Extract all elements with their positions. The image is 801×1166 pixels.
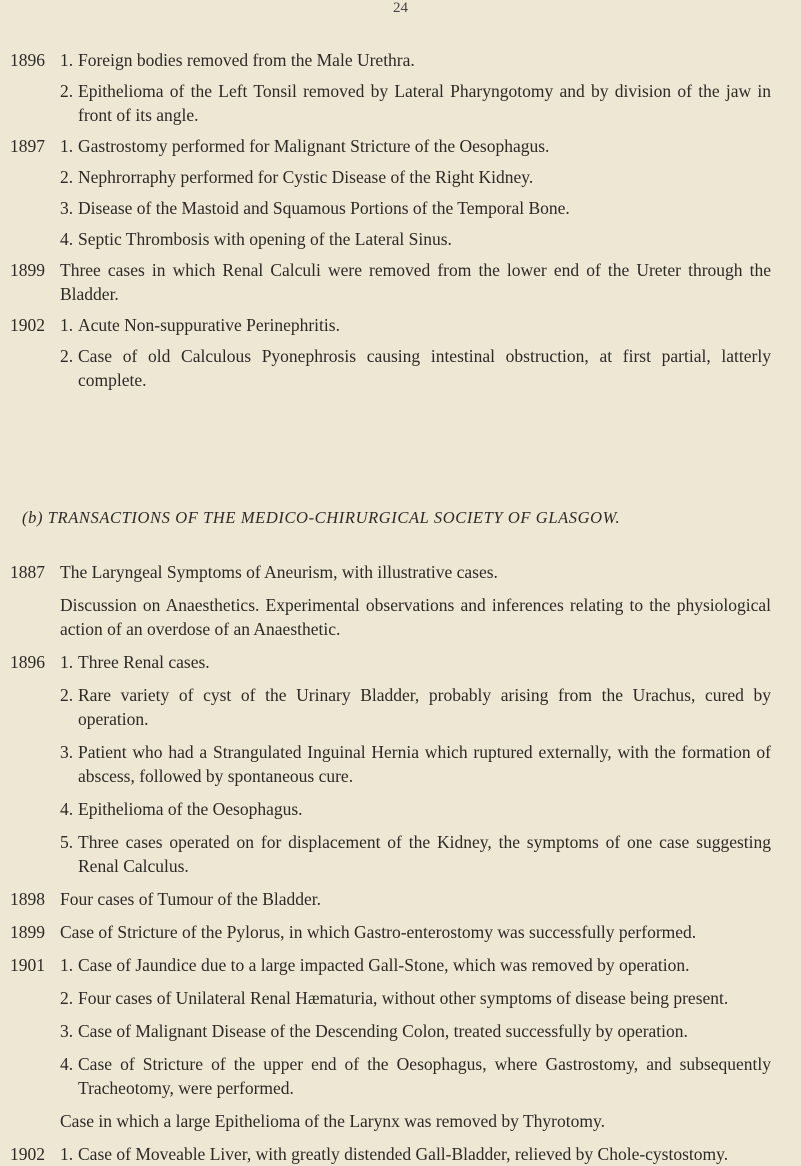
entry-year: 1899 bbox=[10, 922, 45, 942]
entry-number: 3. bbox=[60, 742, 74, 762]
entry-year bbox=[0, 740, 60, 788]
entry-text: Nephrorraphy performed for Cystic Disease of the Right Kidney. bbox=[78, 167, 534, 187]
entry-body bbox=[60, 344, 801, 392]
entry-text: Three cases operated on for displacement of the Kidney, the symptoms of one case suggesting Renal Calculus. bbox=[78, 832, 771, 876]
list-item bbox=[0, 134, 801, 158]
entry-body bbox=[60, 48, 801, 72]
list-item bbox=[0, 830, 801, 878]
entry-body bbox=[60, 1019, 801, 1043]
entry-text: Gastrostomy performed for Malignant Stricture of the Oesophagus. bbox=[78, 136, 550, 156]
entry-text: Four cases of Unilateral Renal Hæmaturia, without other symptoms of disease being present. bbox=[78, 988, 729, 1008]
entry-year: 1887 bbox=[10, 562, 45, 582]
entry-number: 2. bbox=[60, 988, 74, 1008]
list-item bbox=[0, 196, 801, 220]
list-item bbox=[0, 650, 801, 674]
list-item bbox=[0, 258, 801, 306]
entry-year: 1899 bbox=[10, 260, 45, 280]
entry-body bbox=[60, 1052, 801, 1100]
entry-body bbox=[60, 1142, 801, 1166]
list-item bbox=[0, 227, 801, 251]
entry-number: 1. bbox=[60, 136, 74, 156]
entry-year: 1902 bbox=[10, 315, 45, 335]
list-item bbox=[0, 986, 801, 1010]
entry-body bbox=[60, 560, 801, 584]
entry-body bbox=[60, 740, 801, 788]
entry-year bbox=[0, 797, 60, 821]
list-item bbox=[0, 344, 801, 392]
entry-text: Case of Moveable Liver, with greatly distended Gall-Bladder, relieved by Chole-cystostomy. bbox=[78, 1144, 729, 1164]
entry-year bbox=[0, 986, 60, 1010]
entry-number: 1. bbox=[60, 1144, 74, 1164]
entry-body bbox=[60, 986, 801, 1010]
entry-text: Four cases of Tumour of the Bladder. bbox=[60, 889, 322, 909]
list-item bbox=[0, 797, 801, 821]
entry-year bbox=[0, 344, 60, 392]
entry-year: 1901 bbox=[10, 955, 45, 975]
entry-year bbox=[0, 830, 60, 878]
entry-year: 1896 bbox=[10, 50, 45, 70]
entry-text: Epithelioma of the Left Tonsil removed by Lateral Pharyngotomy and by division of the jaw in front of its angle. bbox=[78, 81, 771, 125]
entry-body bbox=[60, 593, 801, 641]
entry-number: 3. bbox=[60, 1021, 74, 1041]
entry-year bbox=[0, 683, 60, 731]
list-item bbox=[0, 48, 801, 72]
entry-text: Case of Jaundice due to a large impacted Gall-Stone, which was removed by operation. bbox=[78, 955, 690, 975]
entry-body bbox=[60, 227, 801, 251]
list-item bbox=[0, 1019, 801, 1043]
entry-body bbox=[60, 134, 801, 158]
entry-number: 2. bbox=[60, 167, 74, 187]
entry-year bbox=[0, 196, 60, 220]
entry-year bbox=[0, 1052, 60, 1100]
entry-body bbox=[60, 196, 801, 220]
list-item bbox=[0, 1142, 801, 1166]
entry-text: Acute Non-suppurative Perinephritis. bbox=[78, 315, 340, 335]
entry-body bbox=[60, 650, 801, 674]
entry-year bbox=[0, 1019, 60, 1043]
list-item bbox=[0, 740, 801, 788]
entry-body bbox=[60, 1109, 801, 1133]
page-number: 24 bbox=[393, 0, 408, 16]
entry-body bbox=[60, 258, 801, 306]
entry-number: 2. bbox=[60, 81, 74, 101]
entry-number: 4. bbox=[60, 229, 74, 249]
section-heading: (b) TRANSACTIONS OF THE MEDICO-CHIRURGICAL SOCIETY OF GLASGOW. bbox=[22, 508, 621, 527]
entry-text: Epithelioma of the Oesophagus. bbox=[78, 799, 303, 819]
entry-number: 1. bbox=[60, 315, 74, 335]
entry-body bbox=[60, 953, 801, 977]
entry-text: The Laryngeal Symptoms of Aneurism, with illustrative cases. bbox=[60, 562, 498, 582]
part-b-list bbox=[0, 560, 801, 1166]
list-item bbox=[0, 165, 801, 189]
entry-body bbox=[60, 887, 801, 911]
entry-body bbox=[60, 797, 801, 821]
entry-year: 1902 bbox=[10, 1144, 45, 1164]
entry-year bbox=[0, 593, 60, 641]
entry-number: 1. bbox=[60, 50, 74, 70]
entry-text: Case of Stricture of the upper end of the Oesophagus, where Gastrostomy, and subsequently Tracheotomy, were performed. bbox=[78, 1054, 771, 1098]
list-item bbox=[0, 683, 801, 731]
entry-text: Three Renal cases. bbox=[78, 652, 210, 672]
entry-year bbox=[0, 227, 60, 251]
entry-text: Patient who had a Strangulated Inguinal Hernia which ruptured externally, with the formation of abscess, followed by spontaneous cure. bbox=[78, 742, 771, 786]
entry-text: Septic Thrombosis with opening of the Lateral Sinus. bbox=[78, 229, 452, 249]
entry-text: Foreign bodies removed from the Male Urethra. bbox=[78, 50, 415, 70]
entry-year bbox=[0, 79, 60, 127]
entry-text: Disease of the Mastoid and Squamous Portions of the Temporal Bone. bbox=[78, 198, 570, 218]
entry-number: 4. bbox=[60, 799, 74, 819]
entry-text: Case of old Calculous Pyonephrosis causing intestinal obstruction, at first partial, latterly complete. bbox=[78, 346, 771, 390]
list-item bbox=[0, 560, 801, 584]
part-a-list bbox=[0, 48, 801, 392]
entry-number: 2. bbox=[60, 685, 74, 705]
list-item bbox=[0, 953, 801, 977]
list-item bbox=[0, 1109, 801, 1133]
entry-body bbox=[60, 683, 801, 731]
list-item bbox=[0, 920, 801, 944]
entry-body bbox=[60, 313, 801, 337]
entry-number: 1. bbox=[60, 955, 74, 975]
entry-number: 1. bbox=[60, 652, 74, 672]
entry-text: Case of Malignant Disease of the Descending Colon, treated successfully by operation. bbox=[78, 1021, 688, 1041]
entry-body bbox=[60, 920, 801, 944]
list-item bbox=[0, 79, 801, 127]
entry-year bbox=[0, 1109, 60, 1133]
entry-number: 4. bbox=[60, 1054, 74, 1074]
entry-number: 5. bbox=[60, 832, 74, 852]
entry-text: Three cases in which Renal Calculi were removed from the lower end of the Ureter through the Bladder. bbox=[60, 260, 771, 304]
entry-text: Discussion on Anaesthetics. Experimental observations and inferences relating to the physiological action of an overdose of an Anaesthetic. bbox=[60, 595, 771, 639]
entry-number: 3. bbox=[60, 198, 74, 218]
entry-body bbox=[60, 165, 801, 189]
entry-text: Case of Stricture of the Pylorus, in which Gastro-enterostomy was successfully performed. bbox=[60, 922, 697, 942]
entry-text: Rare variety of cyst of the Urinary Bladder, probably arising from the Urachus, cured by operation. bbox=[78, 685, 771, 729]
list-item bbox=[0, 887, 801, 911]
entry-body bbox=[60, 79, 801, 127]
entry-text: Case in which a large Epithelioma of the Larynx was removed by Thyrotomy. bbox=[60, 1111, 605, 1131]
entry-year: 1897 bbox=[10, 136, 45, 156]
list-item bbox=[0, 593, 801, 641]
entry-body bbox=[60, 830, 801, 878]
entry-number: 2. bbox=[60, 346, 74, 366]
entry-year bbox=[0, 165, 60, 189]
list-item bbox=[0, 313, 801, 337]
entry-year: 1898 bbox=[10, 889, 45, 909]
entry-year: 1896 bbox=[10, 652, 45, 672]
list-item bbox=[0, 1052, 801, 1100]
